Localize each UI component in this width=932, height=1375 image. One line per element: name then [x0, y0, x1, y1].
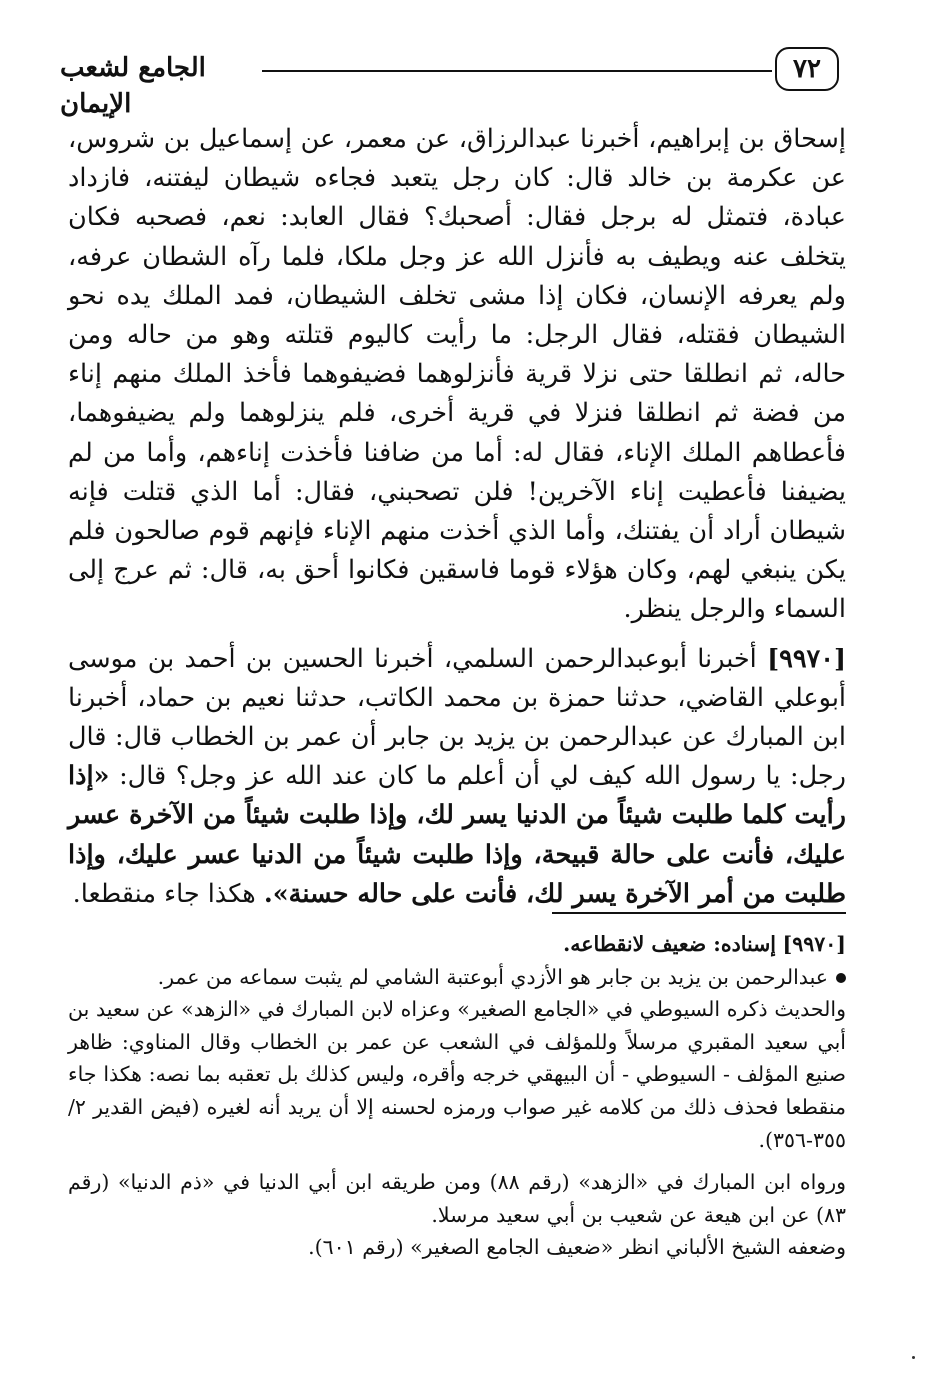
- note-bullet: [68, 961, 846, 994]
- paragraph-2: [68, 640, 846, 914]
- scan-speck: [912, 1356, 915, 1359]
- bullet-icon: [836, 973, 846, 983]
- note-heading: [68, 928, 846, 961]
- footnotes: [68, 928, 846, 1264]
- main-text: [68, 120, 846, 914]
- note-ref: [٩٩٧٠]: [782, 932, 846, 956]
- header-rule: [262, 70, 772, 72]
- page-number: ٧٢: [775, 47, 839, 91]
- note-2: والحديث ذكره السيوطي في «الجامع الصغير» وعزاه لابن المبارك في «الزهد» عن سعيد بن أبي سعيد المقبري مرسلاً وللمؤلف في الشعب عن عمر بن الخطاب وقال المناوي: ظاهر صنيع المؤلف - السيوطي - أن البيهقي خرجه وأقره، وليس كذلك بل تعقبه بما نصه: هكذا جاء منقطعا فحذف ذلك من كلامه غير صواب ورمزه لحسنه إلا أن يريد أنه لغيره (فيض القدير ٢/ ٣٥٥-٣٥٦).: [68, 997, 846, 1152]
- note-3: ورواه ابن المبارك في «الزهد» (رقم ٨٨) ومن طريقه ابن أبي الدنيا في «ذم الدنيا» (رقم ٨٣) عن ابن هيعة عن شعيب بن أبي سعيد مرسلا.: [68, 1170, 846, 1227]
- hadith-number: [٩٩٧٠]: [767, 643, 847, 674]
- note-bullet-text: عبدالرحمن بن يزيد بن جابر هو الأزدي أبوعتبة الشامي لم يثبت سماعه من عمر.: [157, 964, 828, 989]
- paragraph-1: إسحاق بن إبراهيم، أخبرنا عبدالرزاق، عن معمر، عن إسماعيل بن شروس، عن عكرمة بن خالد قال: كان رجل يتعبد فجاءه شيطان ليفتنه، فازداد عبادة، فتمثل له برجل فقال: أصحبك؟ فقال العابد: نعم، فصحبه فكان يتخلف عنه ويطيف به فأنزل الله عز وجل ملكا، فلما رآه الشطان عرفه، ولم يعرفه الإنسان، فكان إذا مشى تخلف الشيطان، فمد الملك يده نحو الشيطان فقتله، فقال الرجل: ما رأيت كاليوم قتلته وهو من حاله ومن حاله، ثم انطلقا حتى نزلا قرية فأنزلوهما فضيفوهما فأخذ الملك منهم إناء من فضة ثم انطلقا فنزلا في قرية أخرى، فلم ينزلوهما ولم يضيفوهما، فأعطاهم الملك الإناء، فقال له: أما من ضافنا فأخذت إناءهم، وأما من لم يضيفنا فأعطيت إناء الآخرين! فلن تصحبني، فقال: أما الذي قتلت فإنه شيطان أراد أن يفتنك، وأما الذي أخذت منهم الإناء فإنهم قوم صالحون فلم يكن ينبغي لهم، وكان هؤلاء قوما فاسقين فكانوا أحق به، قال: ثم عرج إلى السماء والرجل ينظر.: [68, 124, 846, 625]
- isnad-text: أخبرنا أبوعبدالرحمن السلمي، أخبرنا الحسين بن أحمد بن موسى أبوعلي القاضي، حدثنا حمزة بن محمد الكاتب، حدثنا نعيم بن حماد، أخبرنا ابن المبارك عن عبدالرحمن بن يزيد بن جابر أن عمر بن الخطاب قال: قال رجل: يا رسول الله كيف لي أن أعلم ما كان عند الله عز وجل؟ قال:: [68, 643, 847, 792]
- note-grade: إسناده: ضعيف لانقطاعه.: [563, 932, 777, 956]
- closing-remark: هكذا جاء منقطعا.: [72, 878, 256, 909]
- hadith-text: «إذا رأيت كلما طلبت شيئاً من الدنيا يسر لك، وإذا طلبت شيئاً من الآخرة عسر عليك، فأنت على حالة قبيحة، وإذا طلبت شيئاً من الدنيا عسر عليك، وإذا طلبت من أمر الآخرة يسر لك، فأنت على حاله حسنة».: [68, 761, 846, 909]
- note-4: وضعفه الشيخ الألباني انظر «ضعيف الجامع الصغير» (رقم ٦٠١).: [308, 1235, 846, 1260]
- footnote-rule: [552, 912, 846, 914]
- book-title: الجامع لشعب الإيمان: [60, 53, 206, 119]
